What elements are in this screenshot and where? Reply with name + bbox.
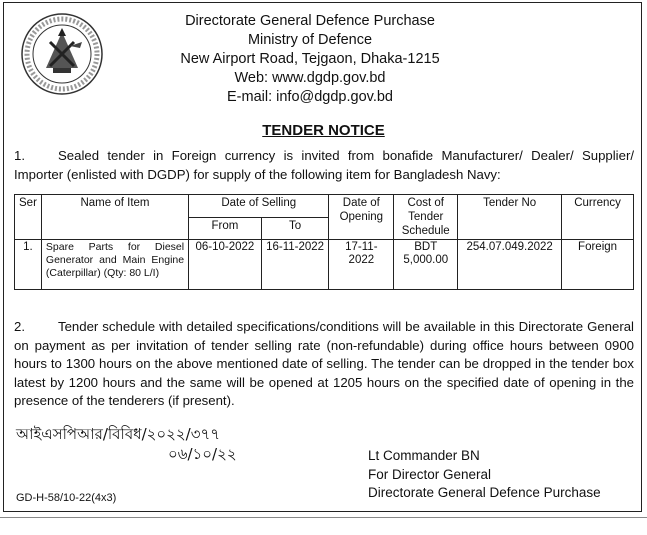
signature-rank: Lt Commander BN bbox=[368, 448, 480, 463]
header-org: Directorate General Defence Purchase bbox=[185, 13, 435, 29]
cell-item: Spare Parts for Diesel Generator and Main Engine (Caterpillar) (Qty: 80 L/I) bbox=[41, 240, 188, 290]
notice-title bbox=[0, 122, 647, 139]
signature-org: Directorate General Defence Purchase bbox=[368, 485, 601, 500]
paragraph-2-text: Tender schedule with detailed specifications/conditions will be available in this Directorate General on payment as per invitation of tender selling rate (non-refundable) during office hours between 0900 hours to 1300 hours on the above mentioned date of selling. The tender can be dropped in the tender box latest by 1200 hours and the same will be opened at 1205 hours on the specified date of opening in the presence of the tenderers (if present). bbox=[14, 319, 634, 408]
header-date-selling: Date of Selling bbox=[189, 195, 329, 218]
tender-table bbox=[14, 194, 634, 290]
reference-date: ০৬/১০/২২ bbox=[168, 445, 237, 463]
signature-for: For Director General bbox=[368, 466, 492, 482]
paragraph-1-text: Sealed tender in Foreign currency is invited from bonafide Manufacturer/ Dealer/ Supplier/ Importer (enlisted with DGDP) for supply of the following item for Bangladesh Navy: bbox=[14, 148, 634, 182]
header-item: Name of Item bbox=[41, 195, 188, 240]
paragraph-1-number: 1. bbox=[14, 148, 25, 163]
cell-from: 06-10-2022 bbox=[189, 240, 262, 290]
header-cost: Cost of Tender Schedule bbox=[394, 195, 458, 240]
header-currency: Currency bbox=[562, 195, 634, 240]
footer-code: GD-H-58/10-22(4x3) bbox=[16, 492, 117, 504]
header-ministry: Ministry of Defence bbox=[247, 32, 373, 48]
cell-cost bbox=[394, 240, 458, 290]
header-opening: Date of Opening bbox=[329, 195, 394, 240]
paragraph-1 bbox=[14, 147, 634, 184]
cell-tender-no: 254.07.049.2022 bbox=[458, 240, 562, 290]
header-from: From bbox=[189, 217, 262, 240]
reference-number: আইএসপিআর/বিবিধ/২০২২/৩৭৭ bbox=[16, 425, 220, 443]
cell-cost-amount: 5,000.00 bbox=[403, 254, 449, 266]
signature-block bbox=[368, 447, 601, 503]
cell-currency: Foreign bbox=[562, 240, 634, 290]
paragraph-2-number: 2. bbox=[14, 319, 25, 334]
header-address bbox=[150, 12, 470, 107]
notice-title-text: TENDER NOTICE bbox=[262, 122, 385, 139]
table-row bbox=[15, 240, 634, 290]
cell-opening: 17-11-2022 bbox=[329, 240, 394, 290]
reference-block bbox=[16, 424, 237, 464]
header-email: E-mail: info@dgdp.gov.bd bbox=[227, 89, 393, 105]
header-to: To bbox=[261, 217, 329, 240]
cell-to: 16-11-2022 bbox=[261, 240, 329, 290]
cell-cost-currency: BDT bbox=[414, 241, 438, 253]
header-tender-no: Tender No bbox=[458, 195, 562, 240]
bottom-rule bbox=[0, 517, 647, 518]
header-address-line: New Airport Road, Tejgaon, Dhaka-1215 bbox=[180, 51, 440, 67]
dgdp-logo bbox=[20, 12, 104, 96]
table-header-row bbox=[15, 195, 634, 218]
paragraph-2 bbox=[14, 318, 634, 411]
cell-ser: 1. bbox=[15, 240, 42, 290]
header-ser: Ser bbox=[15, 195, 42, 240]
header-web: Web: www.dgdp.gov.bd bbox=[234, 70, 386, 86]
